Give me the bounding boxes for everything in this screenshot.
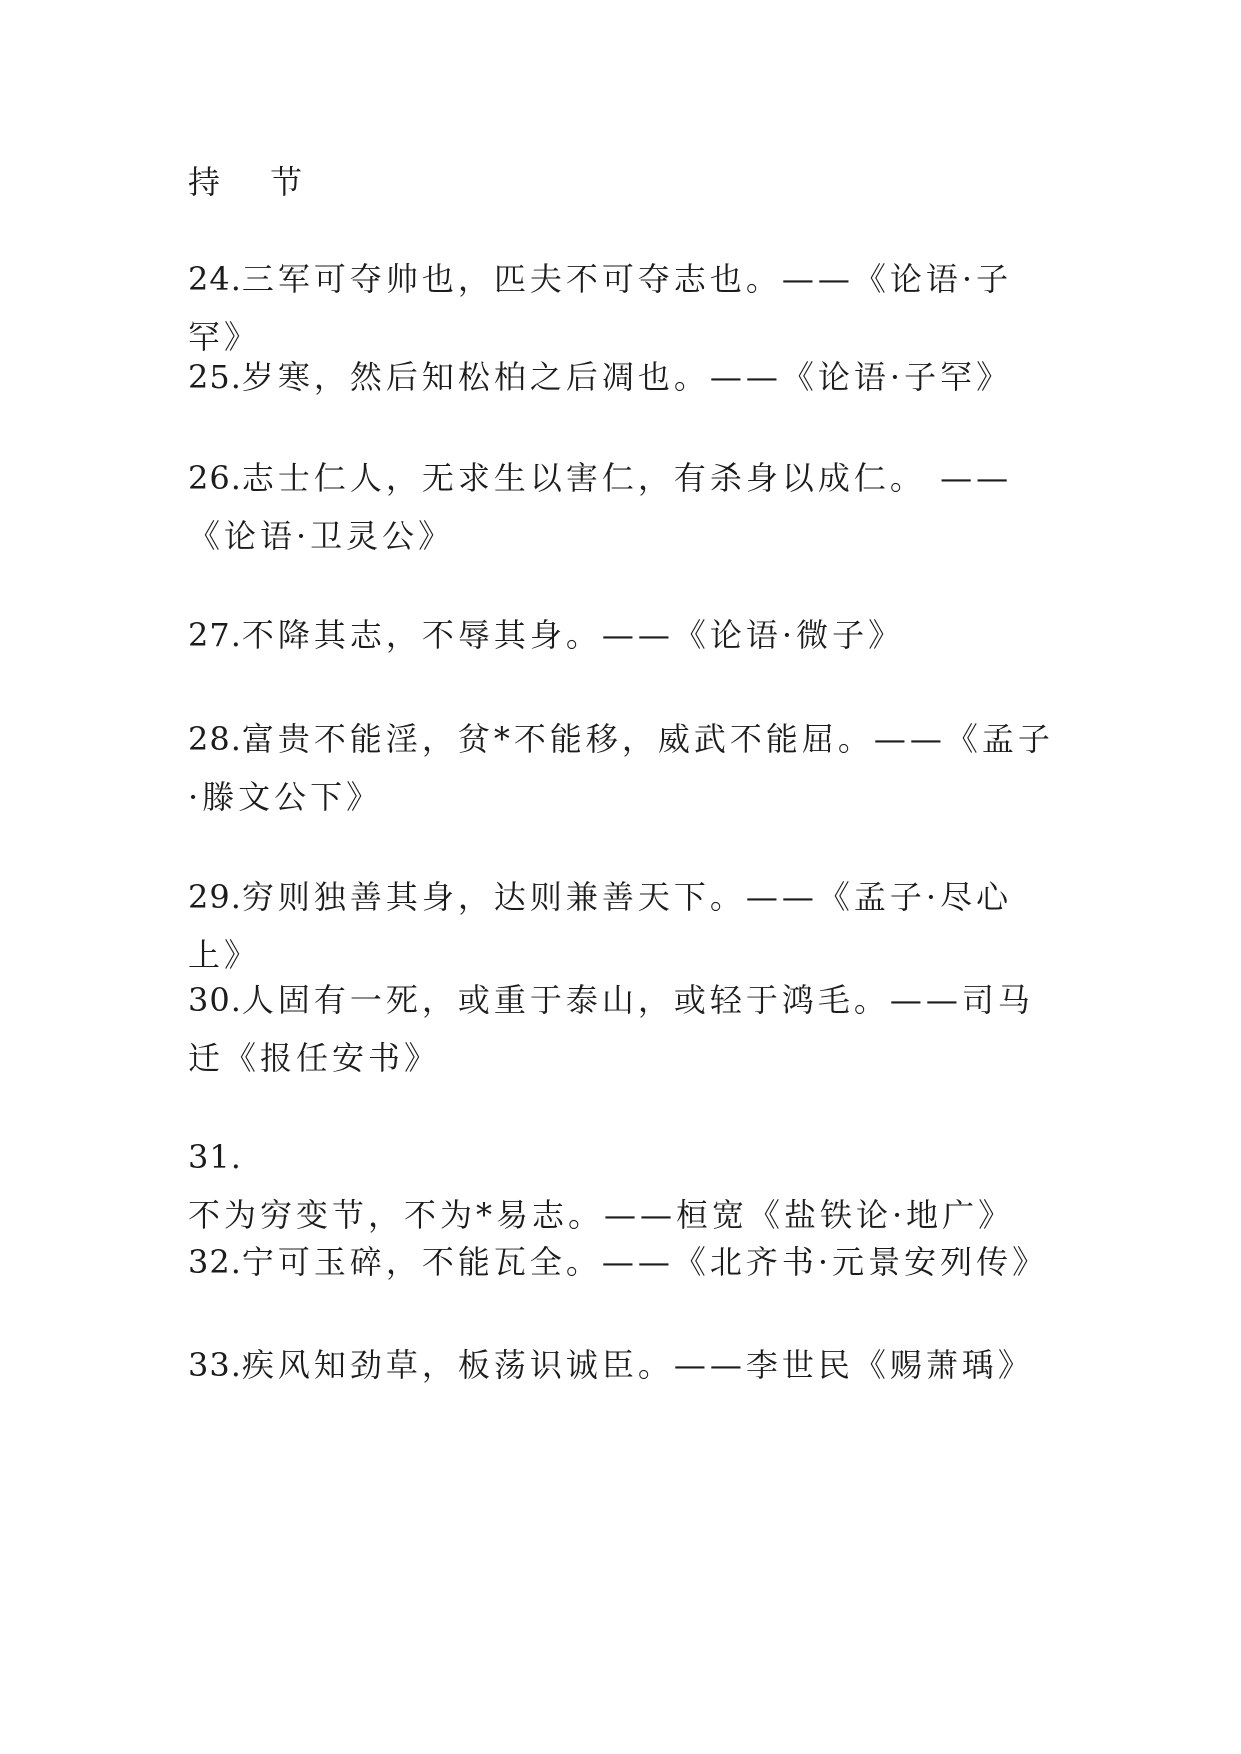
quote-text: 人固有一死，或重于泰山，或轻于鸿毛。——司马迁《报任安书》 (188, 981, 1034, 1077)
quote-text: 穷则独善其身，达则兼善天下。——《孟子·尽心上》 (188, 878, 1013, 974)
quote-text: 宁可玉碎，不能瓦全。——《北齐书·元景安列传》 (241, 1243, 1049, 1281)
quote-26 (188, 449, 1058, 565)
quote-28 (188, 710, 1058, 826)
quote-number: 31. (188, 1138, 242, 1176)
quote-text: 不为穷变节，不为*易志。——桓宽《盐铁论·地广》 (188, 1196, 1015, 1234)
quote-number: 32. (188, 1243, 242, 1281)
quote-number: 24. (188, 260, 242, 298)
quote-number: 33. (188, 1346, 242, 1384)
quote-text: 不降其志，不辱其身。——《论语·微子》 (241, 616, 905, 654)
quote-27 (188, 606, 1058, 664)
quote-32 (188, 1233, 1058, 1291)
quote-text: 三军可夺帅也，匹夫不可夺志也。——《论语·子罕》 (188, 260, 1013, 356)
quote-number: 27. (188, 616, 242, 654)
section-heading: 持 节 (188, 163, 323, 201)
quote-number: 30. (188, 981, 242, 1019)
quote-number: 25. (188, 358, 242, 396)
quote-31 (188, 1128, 1058, 1244)
quote-text: 富贵不能淫，贫*不能移，威武不能屈。——《孟子·滕文公下》 (188, 720, 1054, 816)
quote-text: 志士仁人，无求生以害仁，有杀身以成仁。 ——《论语·卫灵公》 (188, 459, 1013, 555)
quote-25 (188, 348, 1058, 406)
quote-29 (188, 868, 1058, 984)
quote-text: 岁寒，然后知松柏之后凋也。——《论语·子罕》 (241, 358, 1013, 396)
quote-text: 疾风知劲草，板荡识诚臣。——李世民《赐萧瑀》 (241, 1346, 1034, 1384)
quote-number: 26. (188, 459, 242, 497)
quote-30 (188, 971, 1058, 1087)
quote-33 (188, 1336, 1058, 1394)
quote-number: 29. (188, 878, 242, 916)
quote-number: 28. (188, 720, 242, 758)
